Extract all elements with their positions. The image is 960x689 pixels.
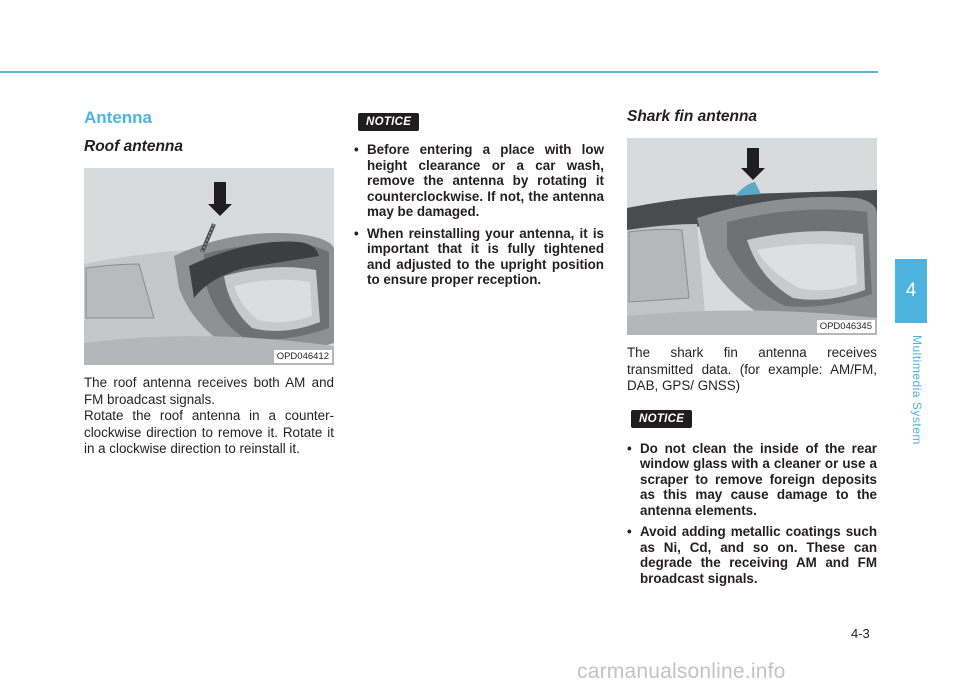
notice-badge: NOTICE (358, 113, 419, 131)
notice-badge: NOTICE (631, 410, 692, 428)
shark-notice-list (627, 441, 877, 587)
roof-antenna-figure (84, 168, 334, 365)
chapter-label: Multimedia System (910, 335, 924, 445)
roof-notice-list (354, 142, 604, 288)
shark-fin-title: Shark fin antenna (627, 108, 758, 125)
column-shark-fin (627, 108, 877, 592)
roof-antenna-title: Roof antenna (84, 138, 184, 155)
notice-item: • When reinstalling your antenna, it is important that it is fully tightened and adjusted to the upright position to ensure proper reception. (354, 226, 604, 288)
page-number: 4-3 (851, 626, 870, 641)
shark-fin-text: The shark fin antenna receives transmitted data. (for example: AM/FM, DAB, GPS/ GNSS) (627, 345, 877, 393)
roof-antenna-figure-code: OPD046412 (274, 350, 332, 363)
watermark: carmanualsonline.info (577, 660, 786, 683)
shark-fin-figure (627, 138, 877, 335)
column-roof-notice (354, 108, 604, 294)
notice-item: • Do not clean the inside of the rear window glass with a cleaner or use a scraper to remove foreign deposits as this may cause damage to the antenna elements. (627, 441, 877, 519)
shark-fin-illustration (627, 138, 877, 335)
notice-item: • Avoid adding metallic coatings such as Ni, Cd, and so on. These can degrade the receiving AM and FM broadcast signals. (627, 524, 877, 586)
shark-fin-figure-code: OPD046345 (817, 320, 875, 333)
roof-antenna-text-2: Rotate the roof antenna in a counter-clockwise direction to remove it. Rotate it in a clockwise direction to reinstall it. (84, 408, 334, 456)
roof-antenna-illustration (84, 168, 334, 365)
roof-antenna-text-1: The roof antenna receives both AM and FM broadcast signals. (84, 375, 334, 407)
notice-item: • Before entering a place with low height clearance or a car wash, remove the antenna by rotating it counterclockwise. If not, the antenna may be damaged. (354, 142, 604, 220)
section-title: Antenna (84, 108, 152, 127)
column-roof-antenna (84, 108, 334, 458)
chapter-tab: 4 (895, 259, 927, 323)
top-rule (0, 71, 878, 73)
